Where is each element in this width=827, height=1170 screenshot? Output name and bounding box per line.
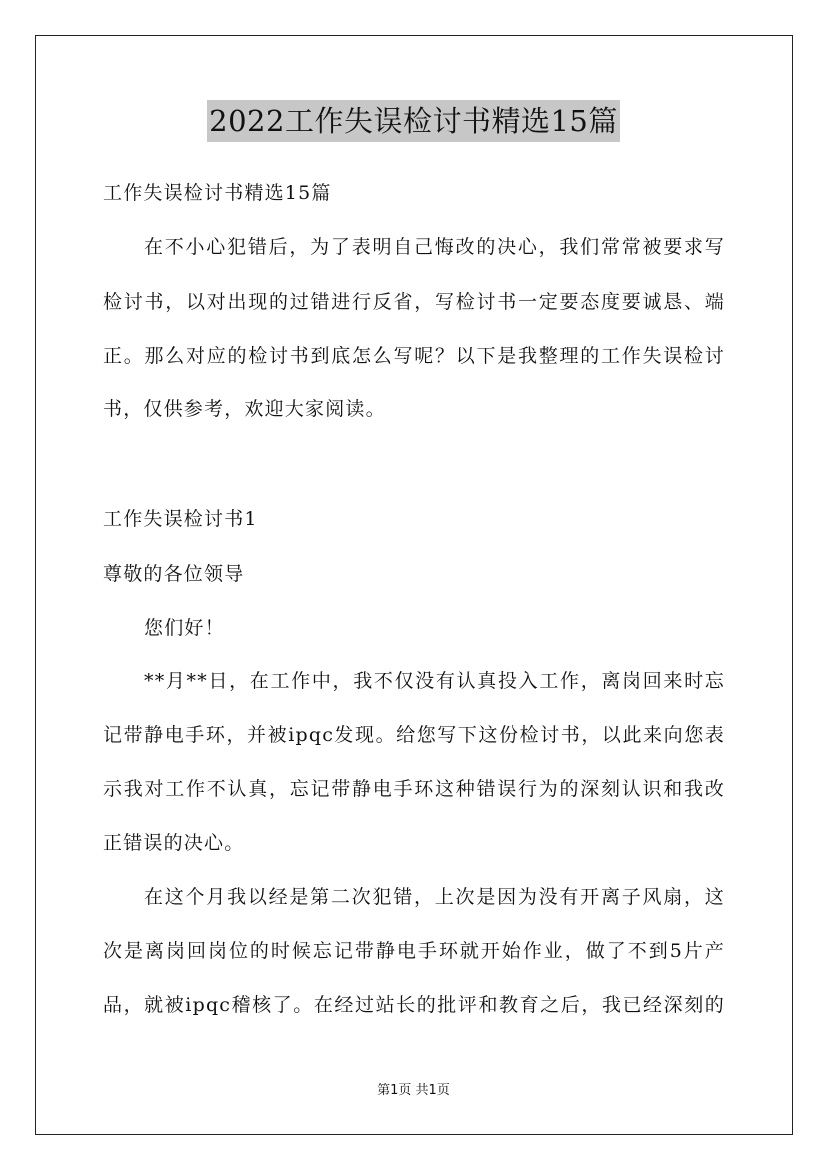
paragraph2-line-1: 在这个月我以经是第二次犯错，上次是因为没有开离子风扇，这	[144, 886, 725, 908]
page-number-footer: 第1页 共1页	[377, 1083, 450, 1098]
document-title: 2022工作失误检讨书精选15篇	[207, 100, 620, 142]
document-title-wrapper	[0, 100, 827, 142]
paragraph1-line-2: 记带静电手环，并被ipqc发现。给您写下这份检讨书，以此来向您表	[103, 724, 725, 746]
section-heading: 工作失误检讨书1	[103, 508, 258, 530]
intro-line-2: 检讨书，以对出现的过错进行反省，写检讨书一定要态度要诚恳、端	[103, 291, 725, 313]
greeting: 您们好！	[144, 617, 225, 639]
salutation: 尊敬的各位领导	[103, 563, 245, 585]
paragraph1-line-4: 正错误的决心。	[103, 832, 245, 854]
intro-line-4: 书，仅供参考，欢迎大家阅读。	[103, 398, 386, 420]
intro-line-1: 在不小心犯错后，为了表明自己悔改的决心，我们常常被要求写	[144, 236, 725, 258]
document-subtitle: 工作失误检讨书精选15篇	[103, 182, 332, 204]
paragraph2-line-2: 次是离岗回岗位的时候忘记带静电手环就开始作业，做了不到5片产	[103, 940, 725, 962]
paragraph2-line-3: 品，就被ipqc稽核了。在经过站长的批评和教育之后，我已经深刻的	[103, 994, 725, 1016]
paragraph1-line-1: **月**日，在工作中，我不仅没有认真投入工作，离岗回来时忘	[144, 670, 725, 692]
paragraph1-line-3: 示我对工作不认真，忘记带静电手环这种错误行为的深刻认识和我改	[103, 778, 725, 800]
intro-line-3: 正。那么对应的检讨书到底怎么写呢？以下是我整理的工作失误检讨	[103, 345, 725, 367]
